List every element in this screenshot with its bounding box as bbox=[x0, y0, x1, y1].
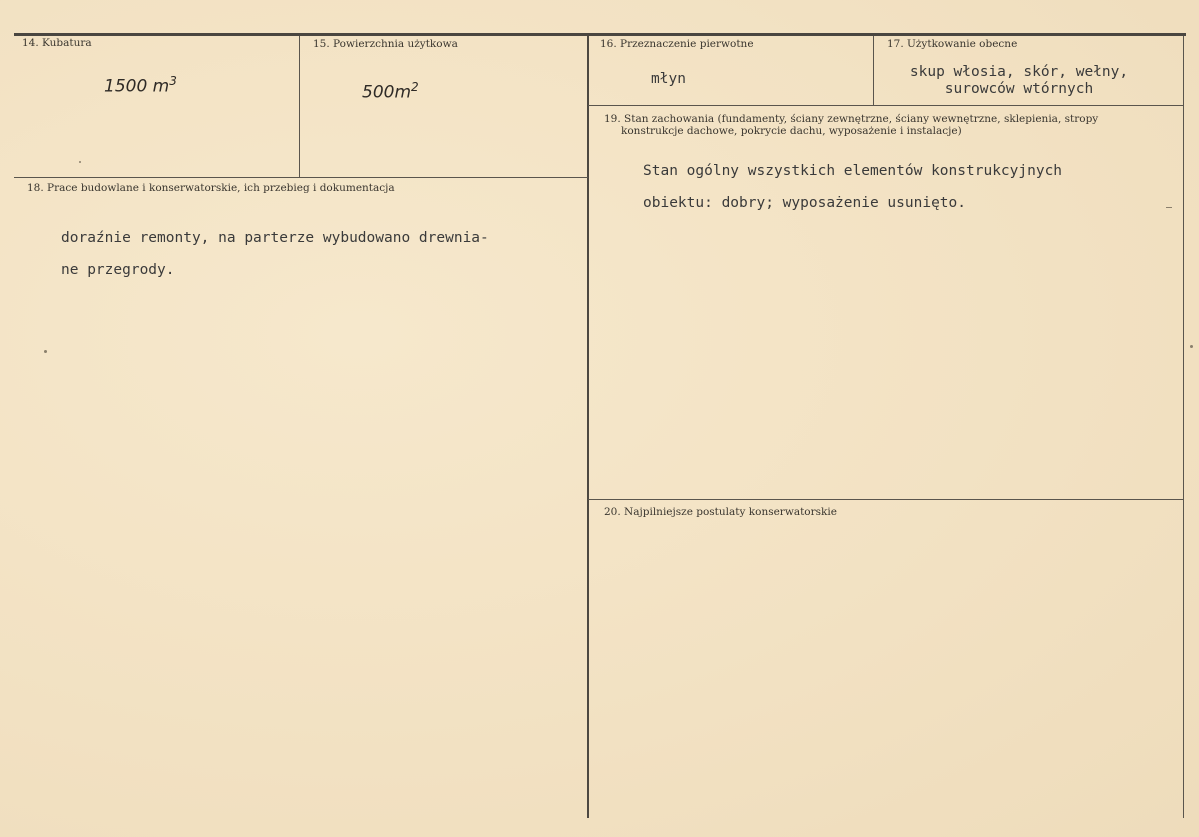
kubatura-number: 1500 m bbox=[104, 76, 170, 97]
field-15-label: 15. Powierzchnia użytkowa bbox=[313, 38, 458, 50]
kubatura-exponent: 3 bbox=[169, 74, 177, 88]
field-14-value bbox=[104, 74, 177, 97]
divider-14-15 bbox=[299, 36, 300, 177]
field-19-value-line-1: Stan ogólny wszystkich elementów konstrukcyjnych bbox=[643, 163, 1063, 179]
paper-speck bbox=[44, 350, 47, 353]
field-18-label: 18. Prace budowlane i konserwatorskie, ich przebieg i dokumentacja bbox=[27, 182, 395, 194]
paper-speck bbox=[1190, 345, 1193, 348]
field-17-value-line-2: surowców wtórnych bbox=[944, 81, 1094, 97]
field-16-label: 16. Przeznaczenie pierwotne bbox=[600, 38, 754, 50]
powierzchnia-number: 500m bbox=[362, 82, 412, 103]
field-15-value bbox=[362, 80, 419, 103]
field-19-value-line-2: obiektu: dobry; wyposażenie usunięto. bbox=[643, 195, 967, 211]
field-17-value-line-1: skup włosia, skór, wełny, bbox=[909, 64, 1129, 80]
divider-row-18 bbox=[14, 177, 588, 178]
field-18-value-line-2: ne przegrody. bbox=[61, 262, 175, 278]
field-19-label-line-1: 19. Stan zachowania (fundamenty, ściany zewnętrzne, ściany wewnętrzne, sklepienia, stropy bbox=[604, 113, 1099, 125]
field-17-label: 17. Użytkowanie obecne bbox=[887, 38, 1018, 50]
field-16-value: młyn bbox=[651, 71, 686, 87]
paper-speck bbox=[1166, 207, 1172, 208]
paper-speck bbox=[79, 161, 81, 163]
field-19-label-line-2: konstrukcje dachowe, pokrycie dachu, wyposażenie i instalacje) bbox=[621, 125, 962, 137]
field-18-value-line-1: doraźnie remonty, na parterze wybudowano drewnia- bbox=[61, 230, 489, 246]
divider-16-17 bbox=[873, 36, 874, 105]
field-20-label: 20. Najpilniejsze postulaty konserwatorskie bbox=[604, 506, 837, 518]
field-14-label: 14. Kubatura bbox=[22, 37, 92, 49]
right-border bbox=[1183, 36, 1184, 818]
divider-row-19 bbox=[588, 105, 1184, 106]
divider-left-right bbox=[587, 36, 589, 818]
divider-row-20 bbox=[588, 499, 1184, 500]
powierzchnia-exponent: 2 bbox=[411, 80, 419, 94]
top-rule bbox=[14, 33, 1186, 36]
